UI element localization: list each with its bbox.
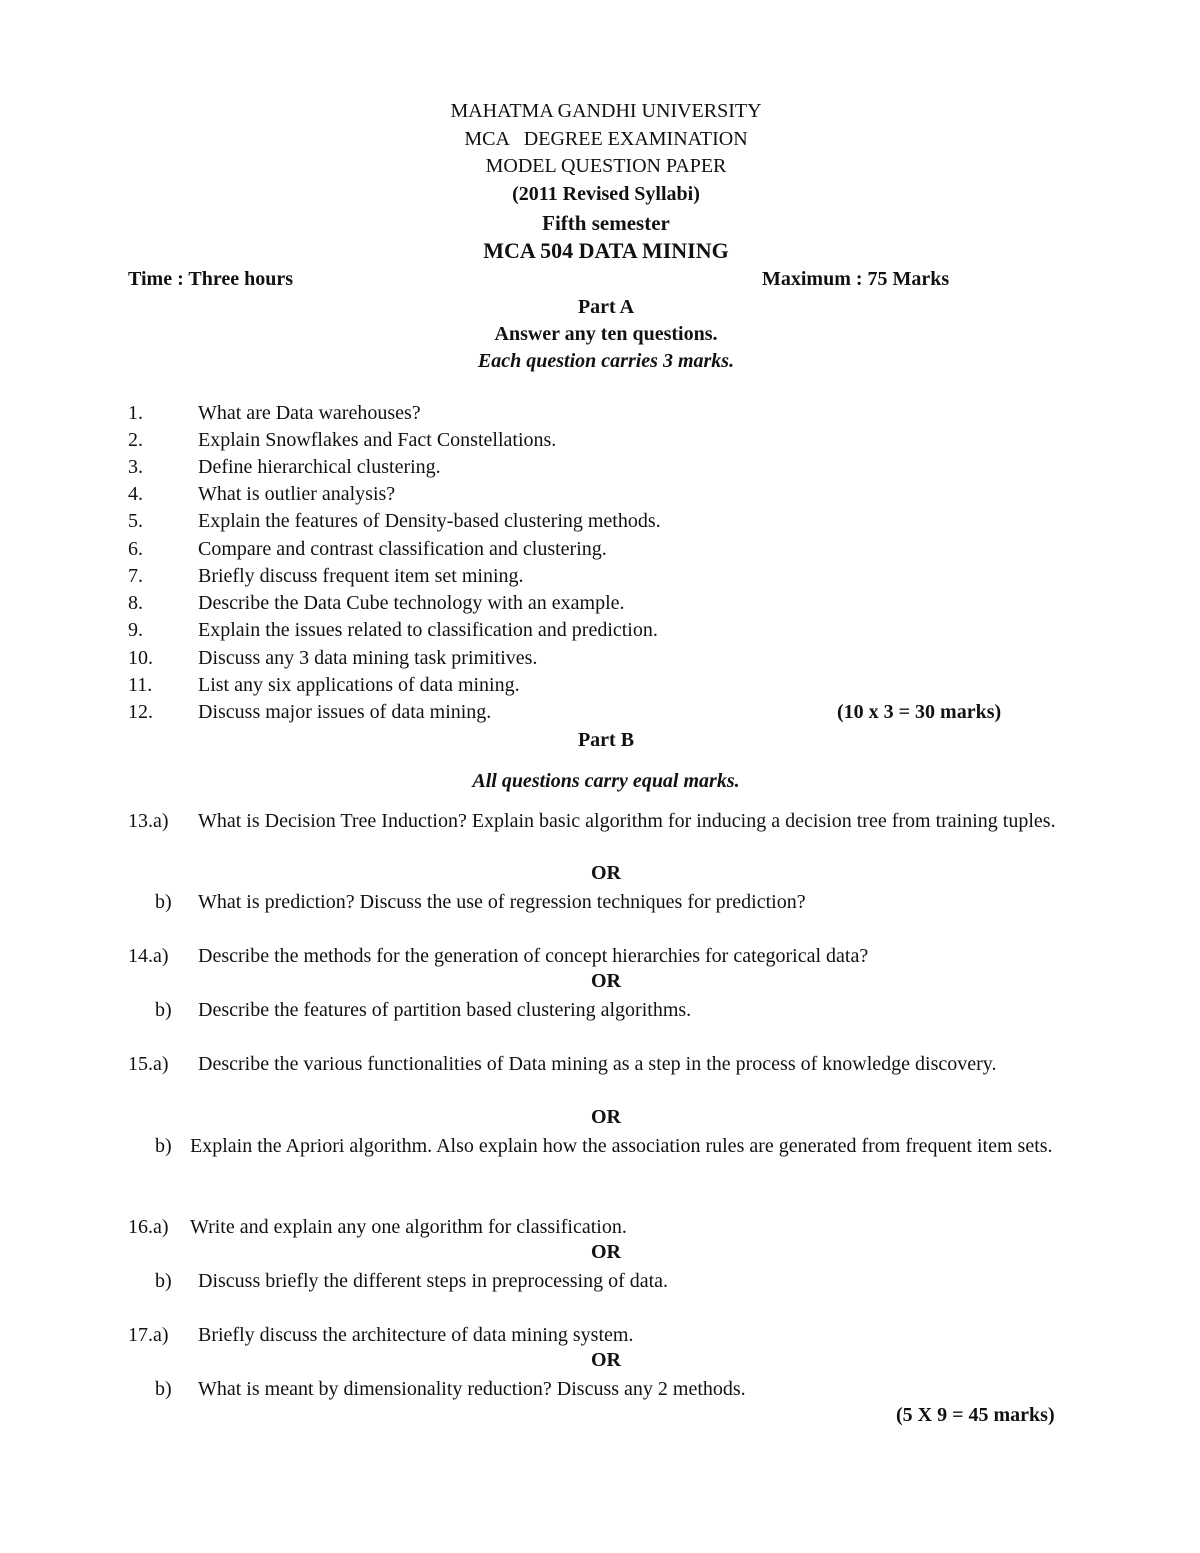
question-text: What is Decision Tree Induction? Explain basic algorithm for inducing a decision tree from training tuples. <box>198 810 1056 832</box>
question-number: 9. <box>128 619 143 641</box>
part-b-note: All questions carry equal marks. <box>472 770 740 792</box>
question-text: What is prediction? Discuss the use of regression techniques for prediction? <box>198 891 806 913</box>
question-number: 11. <box>128 674 153 696</box>
question-number: 16.a) <box>128 1216 169 1238</box>
question-number: 12. <box>128 701 153 723</box>
question-number: 7. <box>128 565 143 587</box>
question-number: 4. <box>128 483 143 505</box>
part-a-instruction: Answer any ten questions. <box>494 323 718 345</box>
university-name: MAHATMA GANDHI UNIVERSITY <box>450 100 762 122</box>
question-text: Describe the methods for the generation of concept hierarchies for categorical data? <box>198 945 869 967</box>
question-number: 2. <box>128 429 143 451</box>
question-number: 8. <box>128 592 143 614</box>
question-number: 1. <box>128 402 143 424</box>
question-number: b) <box>155 1378 172 1400</box>
question-number: b) <box>155 999 172 1021</box>
question-number: 6. <box>128 538 143 560</box>
part-a-total: (10 x 3 = 30 marks) <box>837 701 1002 723</box>
question-text: What is outlier analysis? <box>198 483 396 505</box>
question-text: Discuss any 3 data mining task primitives. <box>198 647 538 669</box>
exam-title: MCA DEGREE EXAMINATION <box>464 128 748 150</box>
question-text: Explain the Apriori algorithm. Also explain how the association rules are generated from frequent item sets. <box>190 1135 1053 1157</box>
question-number: b) <box>155 1135 172 1157</box>
part-a-marks-note: Each question carries 3 marks. <box>477 350 735 372</box>
question-text: Explain the features of Density-based clustering methods. <box>198 510 661 532</box>
question-number: 3. <box>128 456 143 478</box>
question-number: 5. <box>128 510 143 532</box>
question-text: What is meant by dimensionality reduction? Discuss any 2 methods. <box>198 1378 746 1400</box>
question-text: What are Data warehouses? <box>198 402 421 424</box>
question-number: 17.a) <box>128 1324 169 1346</box>
part-a-title: Part A <box>577 296 635 318</box>
question-number: b) <box>155 1270 172 1292</box>
or-label: OR <box>591 1241 621 1263</box>
exam-duration: Time : Three hours <box>128 268 294 290</box>
question-text: Briefly discuss the architecture of data mining system. <box>198 1324 634 1346</box>
part-b-title: Part B <box>577 729 635 751</box>
question-text: Write and explain any one algorithm for classification. <box>190 1216 627 1238</box>
question-text: List any six applications of data mining. <box>198 674 520 696</box>
question-text: Describe the features of partition based clustering algorithms. <box>198 999 692 1021</box>
syllabus-note: (2011 Revised Syllabi) <box>512 183 700 205</box>
question-text: Describe the Data Cube technology with an example. <box>198 592 625 614</box>
course-title: MCA 504 DATA MINING <box>483 238 729 263</box>
paper-title: MODEL QUESTION PAPER <box>485 155 727 177</box>
question-text: Discuss major issues of data mining. <box>198 701 492 723</box>
or-label: OR <box>591 862 621 884</box>
question-number: 13.a) <box>128 810 169 832</box>
semester: Fifth semester <box>542 211 670 235</box>
question-number: 14.a) <box>128 945 169 967</box>
question-text: Describe the various functionalities of Data mining as a step in the process of knowledge discovery. <box>198 1053 997 1075</box>
question-text: Explain Snowflakes and Fact Constellations. <box>198 429 557 451</box>
question-text: Briefly discuss frequent item set mining. <box>198 565 524 587</box>
question-number: 10. <box>128 647 153 669</box>
question-text: Explain the issues related to classification and prediction. <box>198 619 658 641</box>
question-number: b) <box>155 891 172 913</box>
part-b-total: (5 X 9 = 45 marks) <box>896 1404 1055 1426</box>
question-text: Compare and contrast classification and clustering. <box>198 538 607 560</box>
or-label: OR <box>591 1349 621 1371</box>
or-label: OR <box>591 970 621 992</box>
question-number: 15.a) <box>128 1053 169 1075</box>
maximum-marks: Maximum : 75 Marks <box>762 268 950 290</box>
question-text: Define hierarchical clustering. <box>198 456 441 478</box>
question-text: Discuss briefly the different steps in preprocessing of data. <box>198 1270 669 1292</box>
or-label: OR <box>591 1106 621 1128</box>
